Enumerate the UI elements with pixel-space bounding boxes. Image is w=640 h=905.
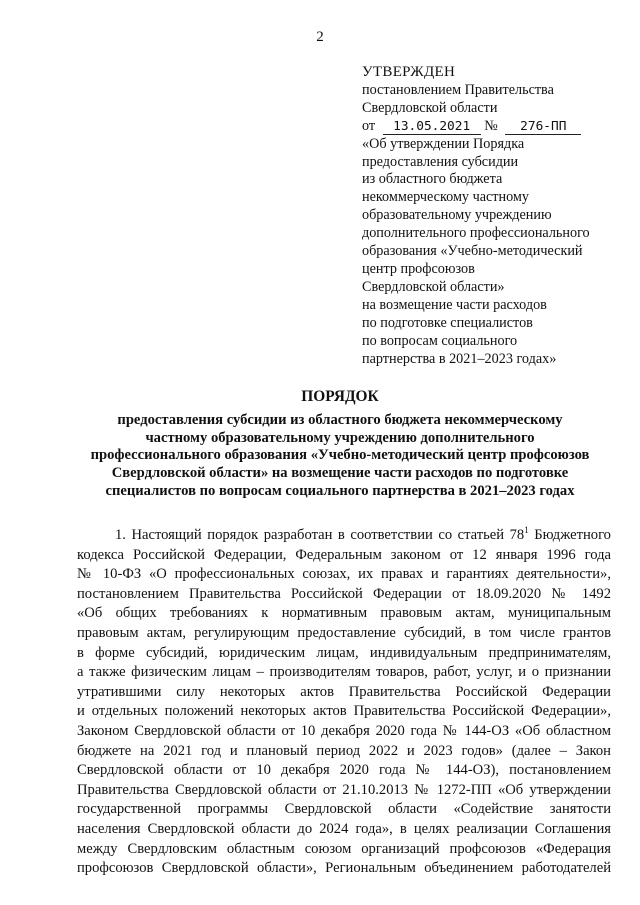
body-first-text: 1. Настоящий порядок разработан в соответствии со статьей 78: [115, 527, 525, 543]
order-title-line: предоставления субсидии из областного бюджета некоммерческому: [117, 411, 563, 428]
order-title-line: Свердловской области» на возмещение части расходов по подготовке: [111, 465, 569, 482]
approval-line: Свердловской области: [362, 99, 498, 116]
approval-subject-line: центр профсоюзов: [362, 260, 475, 277]
body-line: кодекса Российской Федерации, Федеральным законом от 12 января 1996 года: [77, 546, 611, 563]
order-title-line: профессионального образования «Учебно-методический центр профсоюзов: [90, 447, 590, 464]
date-prefix: от: [362, 117, 376, 134]
approval-subject-line: образовательному учреждению: [362, 207, 552, 224]
approval-subject-line: предоставления субсидии: [362, 153, 519, 170]
body-line: правовым актам, регулирующим предоставление субсидий, в том числе грантов: [77, 624, 611, 641]
body-line: бюджете на 2021 год и плановый период 2022 и 2023 годов» (далее – Закон: [77, 742, 611, 759]
approval-subject-line: на возмещение части расходов: [362, 296, 547, 313]
body-line: № 10-ФЗ «О профессиональных союзах, их правах и гарантиях деятельности»,: [77, 566, 611, 583]
approval-date-line: [362, 118, 632, 136]
body-line: утратившими силу некоторых актов Правительства Российской Федерации: [77, 683, 611, 700]
body-line: «Об общих требованиях к нормативным правовым актам, муниципальным: [77, 605, 611, 622]
body-line: а также физическим лицам – производителям товаров, работ, услуг, и о признании: [77, 664, 611, 681]
approval-block: [362, 64, 632, 368]
approval-date: 13.05.2021: [383, 119, 481, 135]
body-line: постановлением Правительства Российской Федерации от 18.09.2020 № 1492: [77, 585, 611, 602]
body-line: Правительства Свердловской области от 21.10.2013 № 1272-ПП «Об утверждении: [77, 781, 611, 798]
approval-subject-line: по подготовке специалистов: [362, 314, 533, 331]
order-title-line: частному образовательному учреждению дополнительного: [145, 429, 535, 446]
order-heading: ПОРЯДОК: [301, 388, 379, 405]
article-superscript: 1: [524, 525, 529, 536]
approval-subject-line: Свердловской области»: [362, 278, 505, 295]
number-prefix: №: [484, 117, 498, 134]
body-line: Законом Свердловской области от 10 декабря 2020 года № 144-ОЗ «Об областном: [77, 722, 611, 739]
body-first-tail: Бюджетного: [528, 527, 611, 543]
approval-title: УТВЕРЖДЕН: [362, 64, 456, 80]
approval-number: 276-ПП: [505, 119, 581, 135]
body-line: профсоюзов Свердловской области», Региональным объединением работодателей: [77, 860, 611, 877]
order-title-block: [60, 388, 620, 501]
page-number: 2: [316, 29, 324, 45]
approval-subject-line: из областного бюджета: [362, 171, 503, 188]
approval-subject-line: образования «Учебно-методический: [362, 243, 583, 260]
approval-subject-line: некоммерческому частному: [362, 189, 529, 206]
approval-line: постановлением Правительства: [362, 81, 554, 98]
body-line: между Свердловским областным союзом организаций профсоюзов «Федерация: [77, 840, 611, 857]
body-line: населения Свердловской области до 2024 года», в целях реализации Соглашения: [77, 820, 611, 837]
body-paragraph: [77, 526, 611, 879]
approval-subject-line: дополнительного профессионального: [362, 225, 590, 242]
approval-subject-line: «Об утверждении Порядка: [362, 135, 525, 152]
body-first-line: [77, 526, 611, 546]
body-line: и отдельных положений некоторых актов Правительства Российской Федерации»,: [77, 703, 611, 720]
approval-subject-line: по вопросам социального: [362, 332, 518, 349]
approval-subject-line: партнерства в 2021–2023 годах»: [362, 350, 557, 367]
body-line: в форме субсидий, юридическим лицам, индивидуальным предпринимателям,: [77, 644, 611, 661]
body-line: Свердловской области от 10 декабря 2020 года № 144-ОЗ), постановлением: [77, 762, 611, 779]
order-title-line: специалистов по вопросам социального партнерства в 2021–2023 годах: [105, 482, 575, 499]
body-line: государственной программы Свердловской области «Содействие занятости: [77, 801, 611, 818]
